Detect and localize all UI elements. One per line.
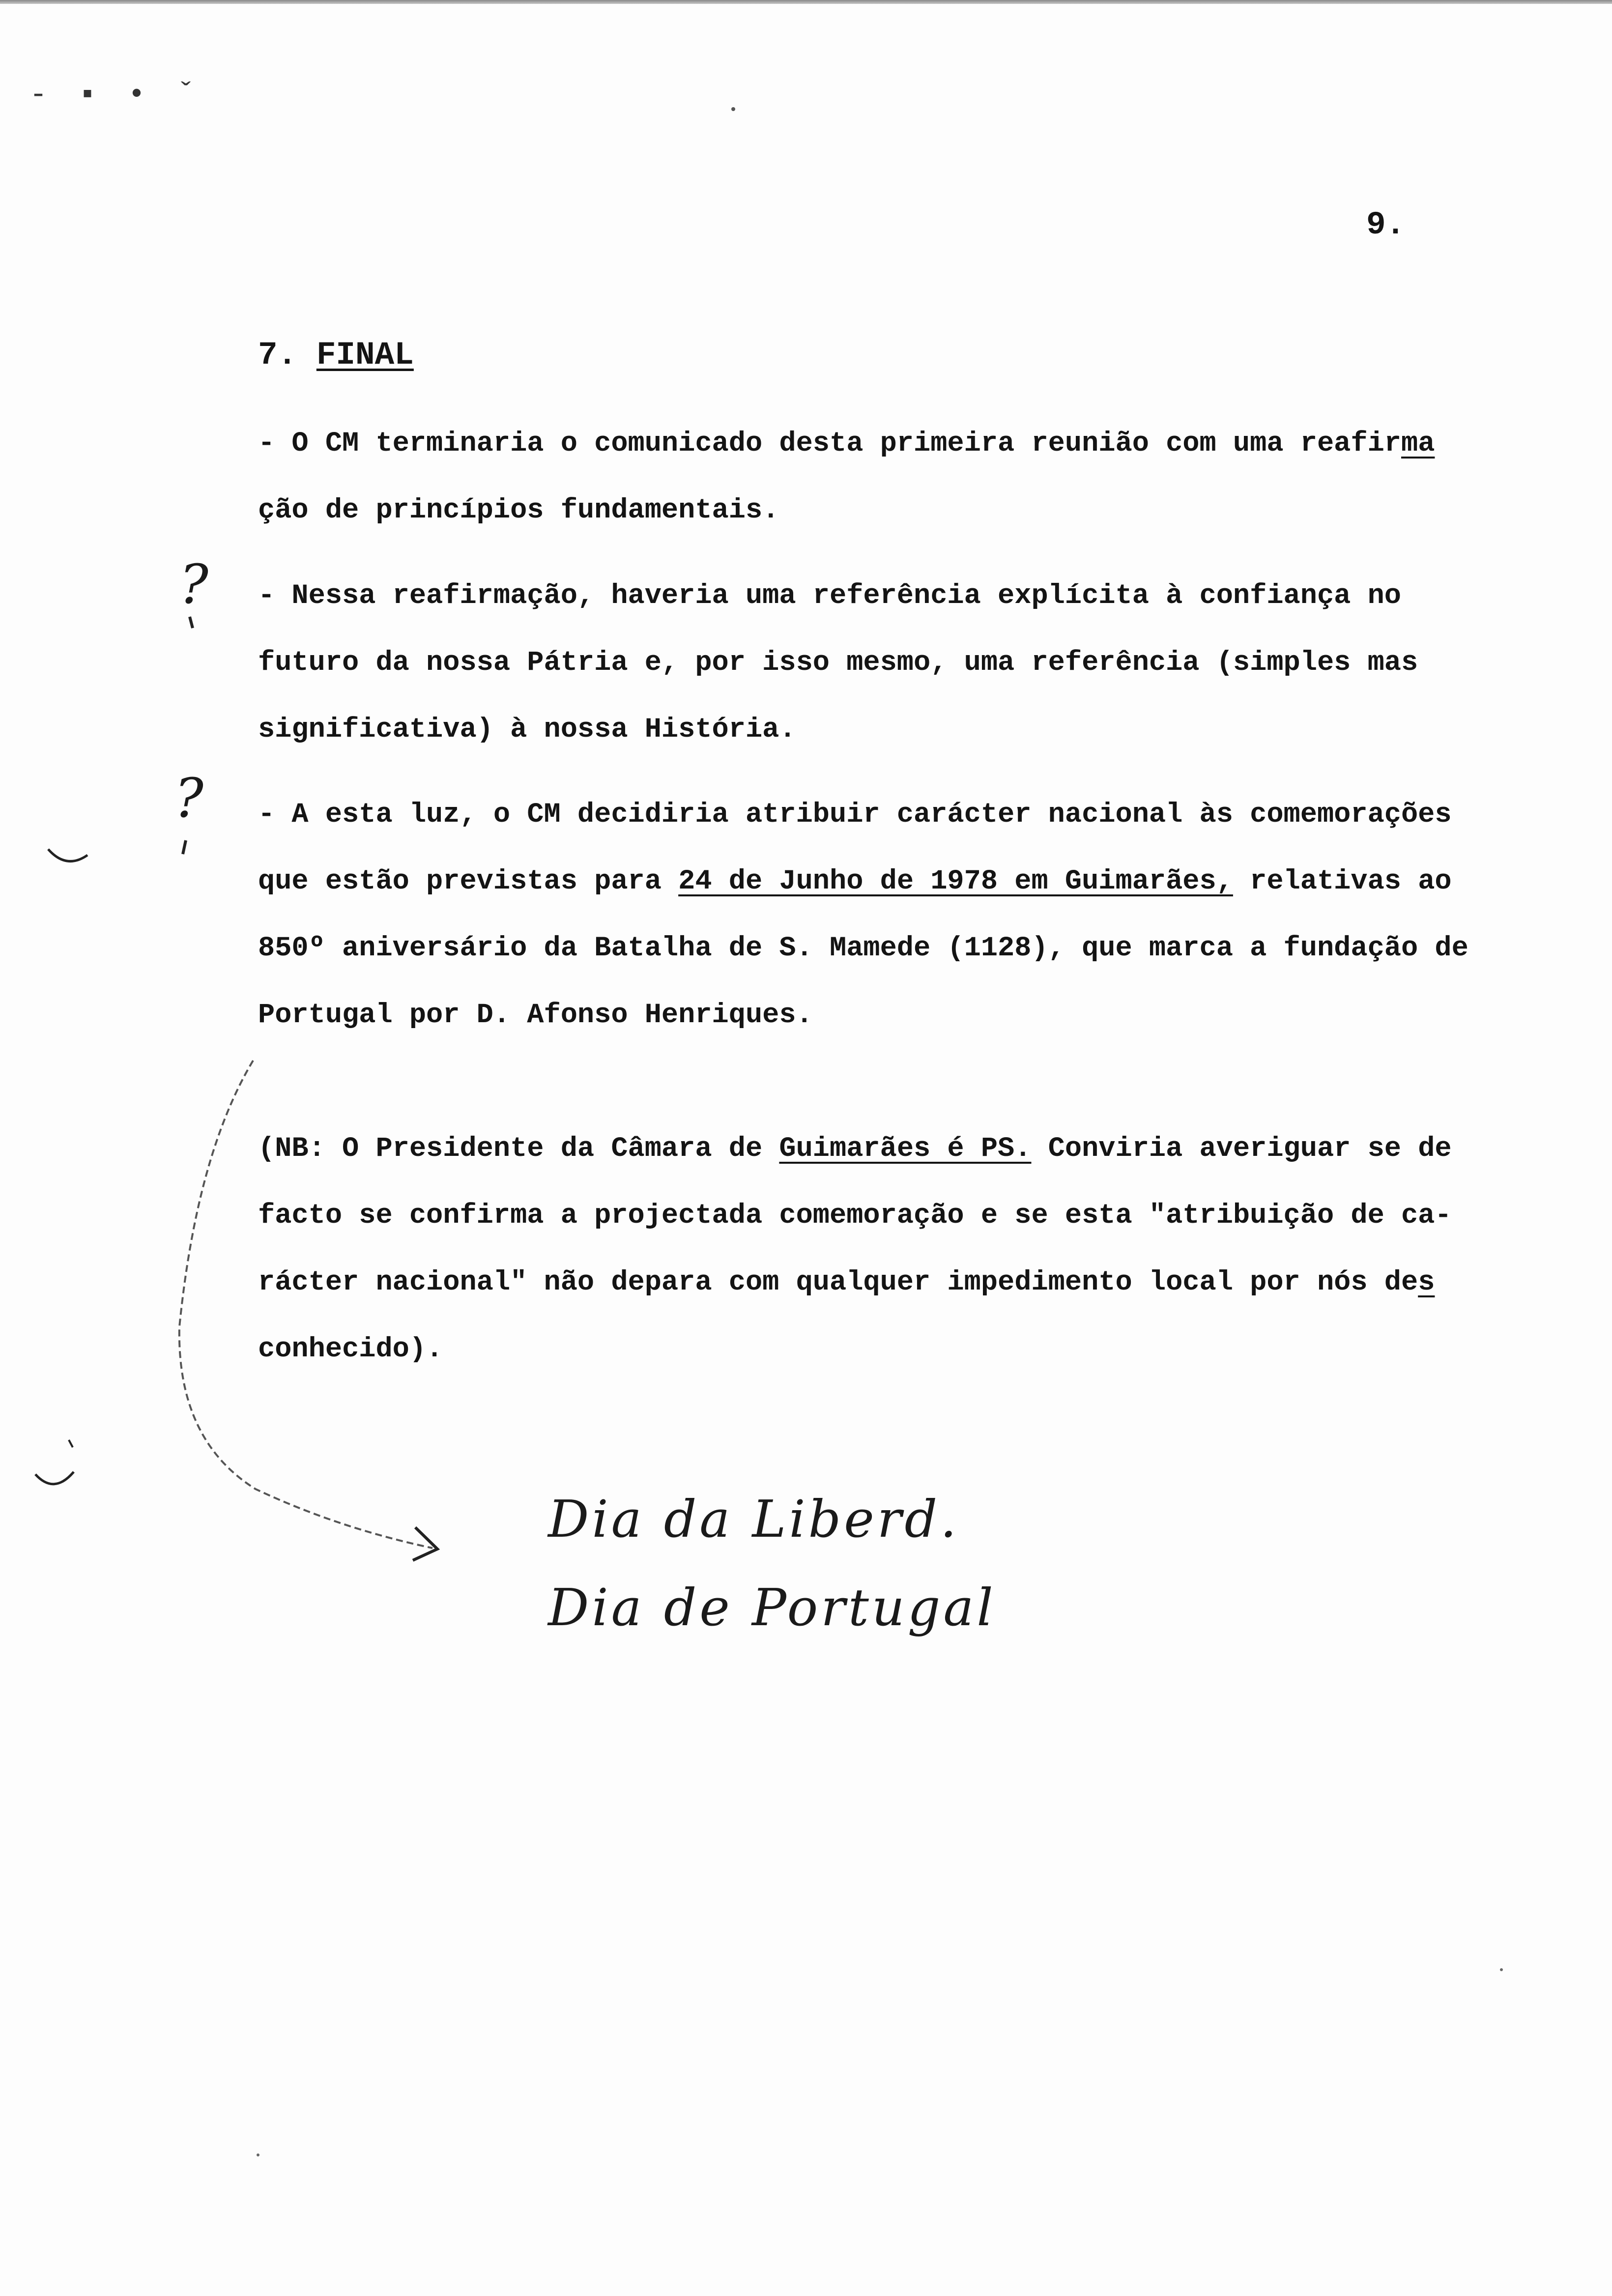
text-line: Portugal por D. Afonso Henriques. [258,1000,813,1031]
text-line [258,1116,1546,1182]
margin-tick [69,1440,73,1447]
text-line [258,410,1546,477]
text-line [258,1249,1546,1316]
text-line: - A esta luz, o CM decidiria atribuir carácter nacional às comemorações [258,799,1452,831]
speck [731,107,735,111]
section-title: FINAL [316,337,414,373]
text-line: conhecido). [258,1334,443,1365]
paragraph-reaffirmation [258,563,1546,763]
underlined-segment: Guimarães é PS. [779,1133,1032,1165]
page-number: 9. [1366,206,1406,243]
speck [257,2153,259,2156]
underlined-segment: ma [1401,428,1435,459]
margin-curve [48,849,87,861]
margin-curve [35,1472,74,1484]
text-line: significativa) à nossa História. [258,714,796,746]
margin-tick [190,617,193,628]
paragraph-national-commemorations [258,781,1546,1049]
underlined-date-place: 24 de Junho de 1978 em Guimarães, [678,866,1233,897]
text-segment: relativas ao [1233,866,1452,897]
speck [1500,1968,1503,1971]
underlined-segment: s [1418,1267,1435,1298]
corner-marks: - ▪ • ˇ [29,79,202,112]
paragraph-nb-note [258,1116,1546,1383]
arrowhead [413,1527,437,1560]
section-heading [258,337,414,373]
paragraph-closing-communique [258,410,1546,544]
handwritten-note-line: Dia de Portugal [548,1578,996,1637]
text-line: ção de princípios fundamentais. [258,495,779,526]
margin-question-mark: ? [174,767,203,830]
text-line: futuro da nossa Pátria e, por isso mesmo, uma referência (simples mas [258,647,1418,679]
margin-question-mark: ? [179,553,208,616]
handwritten-note-line: Dia da Liberd. [548,1489,960,1549]
text-line: facto se confirma a projectada comemoração e se esta "atribuição de ca- [258,1200,1452,1232]
text-line: - Nessa reafirmação, haveria uma referência explícita à confiança no [258,580,1401,612]
text-segment: (NB: O Presidente da Câmara de [258,1133,779,1165]
scan-top-edge [0,0,1612,4]
text-segment: - O CM terminaria o comunicado desta primeira reunião com uma reafir [258,428,1401,459]
text-segment: Conviria averiguar se de [1031,1133,1452,1165]
margin-tick [183,840,186,854]
text-line [258,848,1546,915]
section-number: 7. [258,337,297,373]
text-segment: rácter nacional" não depara com qualquer impedimento local por nós de [258,1267,1418,1298]
text-segment: que estão previstas para [258,866,679,897]
text-line: 850º aniversário da Batalha de S. Mamede (1128), que marca a fundação de [258,933,1468,964]
